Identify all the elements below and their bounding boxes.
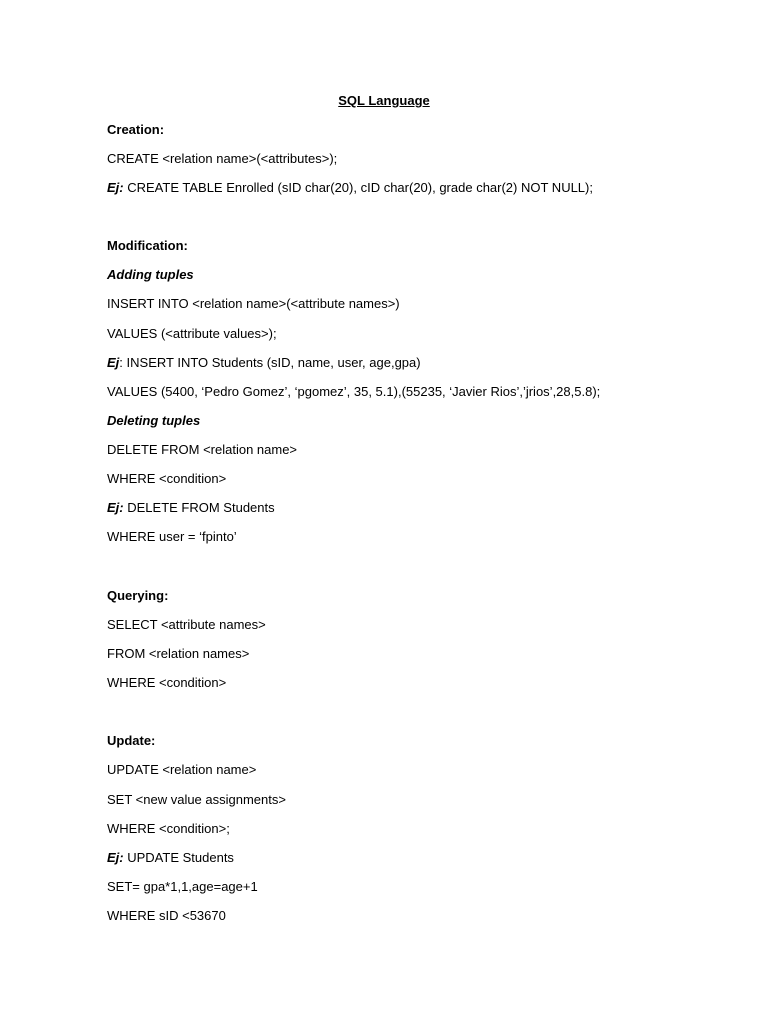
insert-example-line-2: VALUES (5400, ‘Pedro Gomez’, ‘pgomez’, 35, 5.1),(55235, ‘Javier Rios’,’jrios’,28,5.8); [107, 384, 601, 399]
query-line-2: FROM <relation names> [107, 646, 250, 661]
update-example-line-2: SET= gpa*1,1,age=age+1 [107, 879, 258, 894]
update-line-2: SET <new value assignments> [107, 792, 286, 807]
document-title: SQL Language [338, 93, 430, 108]
query-line-3: WHERE <condition> [107, 675, 227, 690]
delete-example-text: DELETE FROM Students [123, 500, 275, 515]
creation-heading: Creation: [107, 122, 165, 137]
update-example-text: UPDATE Students [123, 850, 234, 865]
insert-syntax-line-1: INSERT INTO <relation name>(<attribute names>) [107, 296, 400, 311]
example-prefix: Ej [107, 355, 120, 370]
creation-syntax: CREATE <relation name>(<attributes>); [107, 151, 338, 166]
insert-example-text: : INSERT INTO Students (sID, name, user, age,gpa) [119, 355, 421, 370]
modification-heading: Modification: [107, 238, 188, 253]
querying-heading: Querying: [107, 588, 169, 603]
creation-example-text: CREATE TABLE Enrolled (sID char(20), cID char(20), grade char(2) NOT NULL); [123, 180, 593, 195]
update-example-line-1 [107, 850, 234, 866]
insert-example-line-1 [107, 355, 421, 371]
example-prefix: Ej: [107, 180, 124, 195]
example-prefix: Ej: [107, 500, 124, 515]
deleting-tuples-subheading: Deleting tuples [107, 413, 201, 428]
insert-syntax-line-2: VALUES (<attribute values>); [107, 326, 277, 341]
query-line-1: SELECT <attribute names> [107, 617, 266, 632]
delete-syntax-line-1: DELETE FROM <relation name> [107, 442, 298, 457]
update-example-line-3: WHERE sID <53670 [107, 908, 226, 923]
delete-example-line-2: WHERE user = ‘fpinto’ [107, 529, 237, 544]
example-prefix: Ej: [107, 850, 124, 865]
update-line-3: WHERE <condition>; [107, 821, 230, 836]
adding-tuples-subheading: Adding tuples [107, 267, 194, 282]
update-heading: Update: [107, 733, 156, 748]
update-line-1: UPDATE <relation name> [107, 762, 257, 777]
delete-syntax-line-2: WHERE <condition> [107, 471, 227, 486]
delete-example-line-1 [107, 500, 275, 516]
creation-example [107, 180, 593, 196]
